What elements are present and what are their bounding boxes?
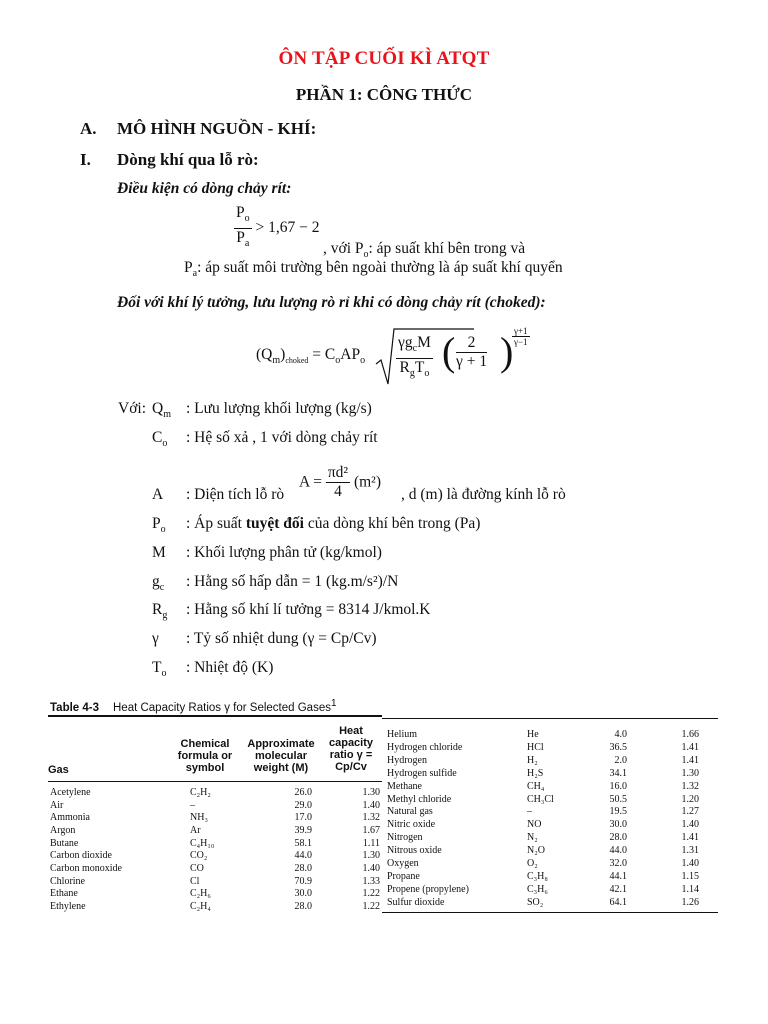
- table-row: [387, 742, 717, 754]
- formula-cell: N₂: [527, 832, 538, 844]
- molecular-weight-cell: 30.0: [609, 819, 627, 831]
- molecular-weight-cell: 4.0: [614, 729, 627, 740]
- molecular-weight-cell: 64.1: [609, 896, 627, 908]
- formula-cell: O₂: [527, 858, 538, 869]
- gas-name-cell: Nitrous oxide: [387, 845, 442, 857]
- molecular-weight-cell: 39.9: [294, 824, 312, 836]
- gas-name-cell: Hydrogen: [387, 754, 427, 766]
- molecular-weight-cell: 42.1: [609, 883, 627, 895]
- area-formula: A = $\frac{\text{πd²}}{4}$ (m²): [299, 464, 381, 500]
- ratio-cell: 1.15: [681, 870, 699, 882]
- formula-cell: –: [527, 806, 532, 818]
- ratio-cell: 1.33: [362, 875, 380, 887]
- table-row: [50, 824, 380, 837]
- gas-name-cell: Oxygen: [387, 858, 419, 869]
- condition-note-1: , với $P_o$: áp suất khí bên trong và: [323, 240, 526, 261]
- formula-cell: Ar: [190, 824, 201, 836]
- header-ratio: Heat capacity ratio γ = Cp/Cv: [328, 725, 374, 773]
- condition-note-2: $P_a$: áp suất môi trường bên ngoài thường là áp suất khí quyển: [184, 259, 563, 280]
- gas-name-cell: Air: [50, 799, 64, 811]
- table-row: [387, 871, 717, 883]
- section-i-title: Dòng khí qua lỗ rò:: [117, 150, 259, 169]
- gas-name-cell: Acetylene: [50, 787, 91, 798]
- molecular-weight-cell: 28.0: [609, 832, 627, 844]
- formula-cell: NO: [527, 819, 542, 831]
- table-row: [387, 897, 717, 909]
- gas-name-cell: Helium: [387, 729, 417, 740]
- gas-name-cell: Argon: [50, 824, 76, 836]
- gas-name-cell: Carbon monoxide: [50, 862, 122, 874]
- formula-cell: H₂S: [527, 767, 544, 779]
- molecular-weight-cell: 58.1: [294, 837, 312, 849]
- molecular-weight-cell: 34.1: [609, 767, 627, 779]
- formula-cell: C₂H₄: [190, 900, 211, 912]
- gas-name-cell: Hydrogen sulfide: [387, 767, 457, 779]
- ratio-cell: 1.30: [362, 787, 380, 798]
- molecular-weight-cell: 30.0: [294, 888, 312, 900]
- section-i-number: I.: [80, 150, 91, 169]
- table-caption: Table 4-3 Heat Capacity Ratios γ for Selected Gases$^1$: [50, 698, 337, 714]
- gas-name-cell: Ammonia: [50, 812, 90, 824]
- ratio-cell: 1.40: [362, 799, 380, 811]
- formula-cell: C₄H₁₀: [190, 837, 215, 849]
- formula-cell: HCl: [527, 741, 544, 753]
- formula-cell: He: [527, 729, 539, 740]
- ratio-cell: 1.41: [681, 741, 699, 753]
- area-note: , d (m) là đường kính lỗ rò: [401, 486, 566, 503]
- ideal-gas-label: Đối với khí lý tưởng, lưu lượng rò rỉ khi có dòng chảy rít (choked):: [117, 294, 546, 311]
- header-mw: Approximate molecular weight (M): [247, 738, 315, 774]
- section-a-number: A.: [80, 119, 97, 138]
- section-a-title: MÔ HÌNH NGUỒN - KHÍ:: [117, 119, 317, 138]
- formula-cell: H₂: [527, 754, 538, 766]
- formula-cell: C₂H₂: [190, 787, 211, 798]
- root-fraction: $\gamma g_cM$ $R_gT_o$: [398, 334, 431, 380]
- table-row: [387, 729, 717, 741]
- molecular-weight-cell: 16.0: [609, 780, 627, 792]
- table-row: [387, 858, 717, 870]
- formula-cell: N₂O: [527, 845, 545, 857]
- molecular-weight-cell: 17.0: [294, 812, 312, 824]
- gas-name-cell: Propene (propylene): [387, 883, 469, 895]
- molecular-weight-cell: 44.0: [294, 850, 312, 862]
- molecular-weight-cell: 29.0: [294, 799, 312, 811]
- molecular-weight-cell: 2.0: [614, 754, 627, 766]
- molecular-weight-cell: 28.0: [294, 862, 312, 874]
- ratio-cell: 1.22: [362, 900, 380, 912]
- ratio-cell: 1.20: [681, 793, 699, 805]
- table-row: [50, 900, 380, 913]
- molecular-weight-cell: 50.5: [609, 793, 627, 805]
- ratio-cell: 1.41: [681, 832, 699, 844]
- ratio-cell: 1.66: [681, 729, 699, 740]
- gas-name-cell: Chlorine: [50, 875, 85, 887]
- formula-cell: CO₂: [190, 850, 208, 862]
- table-row: [50, 837, 380, 850]
- formula-cell: C₃H₈: [527, 870, 548, 882]
- molecular-weight-cell: 26.0: [294, 787, 312, 798]
- table-row: [387, 819, 717, 831]
- ratio-cell: 1.40: [681, 819, 699, 831]
- table-row: [387, 845, 717, 857]
- table-row: [50, 787, 380, 799]
- formula-cell: Cl: [190, 875, 200, 887]
- gas-name-cell: Natural gas: [387, 806, 433, 818]
- ratio-cell: 1.30: [362, 850, 380, 862]
- formula-cell: CH₄: [527, 780, 545, 792]
- exponent-fraction: $\frac{\gamma+1}{\gamma-1}$: [514, 326, 528, 347]
- molecular-weight-cell: 28.0: [294, 900, 312, 912]
- gas-name-cell: Methyl chloride: [387, 793, 452, 805]
- table-row: [387, 794, 717, 806]
- gas-name-cell: Ethane: [50, 888, 78, 900]
- formula-cell: –: [190, 799, 195, 811]
- formula-cell: NH₃: [190, 812, 208, 824]
- molecular-weight-cell: 19.5: [609, 806, 627, 818]
- table-row: [387, 884, 717, 896]
- choked-condition-formula: [234, 204, 319, 253]
- molecular-weight-cell: 32.0: [609, 858, 627, 869]
- ratio-cell: 1.67: [362, 824, 380, 836]
- table-row: [50, 888, 380, 900]
- ratio-cell: 1.40: [362, 862, 380, 874]
- molecular-weight-cell: 44.0: [609, 845, 627, 857]
- ratio-cell: 1.11: [362, 837, 380, 849]
- header-gas: Gas: [48, 764, 69, 776]
- formula-cell: CH₃Cl: [527, 793, 554, 805]
- choked-flow-formula: $(Q_m)_{choked} = C_oAP_o$ $\gamma g_cM$ $R_gT_o$ ( $\frac{2}{\gamma + 1}$ ) $\frac{\gamma+1}{\gamma-1}$: [256, 324, 526, 394]
- gas-name-cell: Hydrogen chloride: [387, 741, 463, 753]
- table-row: [387, 768, 717, 780]
- where-label: Với:: [118, 400, 147, 417]
- paren-fraction: $\frac{2}{\gamma + 1}$: [456, 334, 488, 370]
- gas-name-cell: Nitric oxide: [387, 819, 436, 831]
- gas-name-cell: Carbon dioxide: [50, 850, 112, 862]
- pressure-ratio-fraction: $\frac{P_o}{P_a}$: [236, 204, 250, 250]
- gas-name-cell: Methane: [387, 780, 422, 792]
- molecular-weight-cell: 70.9: [294, 875, 312, 887]
- formula-cell: CO: [190, 862, 204, 874]
- formula-cell: SO₂: [527, 896, 544, 908]
- table-row: [387, 781, 717, 793]
- table-row: [387, 806, 717, 818]
- part-title: PHẦN 1: CÔNG THỨC: [295, 85, 473, 104]
- table-row: [50, 812, 380, 824]
- gas-name-cell: Nitrogen: [387, 832, 423, 844]
- ratio-cell: 1.32: [362, 812, 380, 824]
- table-row: [50, 862, 380, 875]
- ratio-cell: 1.30: [681, 767, 699, 779]
- condition-value: > 1,67 − 2: [255, 219, 320, 237]
- ratio-cell: 1.31: [681, 845, 699, 857]
- header-formula: Chemical formula or symbol: [177, 738, 233, 774]
- table-row: [50, 799, 380, 812]
- ratio-cell: 1.41: [681, 754, 699, 766]
- gas-name-cell: Propane: [387, 870, 420, 882]
- molecular-weight-cell: 44.1: [609, 870, 627, 882]
- gas-name-cell: Sulfur dioxide: [387, 896, 445, 908]
- choked-condition-label: Điều kiện có dòng chảy rít:: [117, 180, 292, 197]
- ratio-cell: 1.14: [681, 883, 699, 895]
- table-row: [50, 850, 380, 862]
- ratio-cell: 1.40: [681, 858, 699, 869]
- ratio-cell: 1.26: [681, 896, 699, 908]
- ratio-cell: 1.22: [362, 888, 380, 900]
- gas-name-cell: Ethylene: [50, 900, 86, 912]
- gas-name-cell: Butane: [50, 837, 79, 849]
- table-row: [387, 755, 717, 767]
- table-row: [50, 875, 380, 888]
- ratio-cell: 1.27: [681, 806, 699, 818]
- document-title: ÔN TẬP CUỐI KÌ ATQT: [278, 48, 490, 69]
- table-row: [387, 832, 717, 844]
- formula-cell: C₂H₆: [190, 888, 211, 900]
- formula-cell: C₃H₆: [527, 883, 548, 895]
- molecular-weight-cell: 36.5: [609, 741, 627, 753]
- ratio-cell: 1.32: [681, 780, 699, 792]
